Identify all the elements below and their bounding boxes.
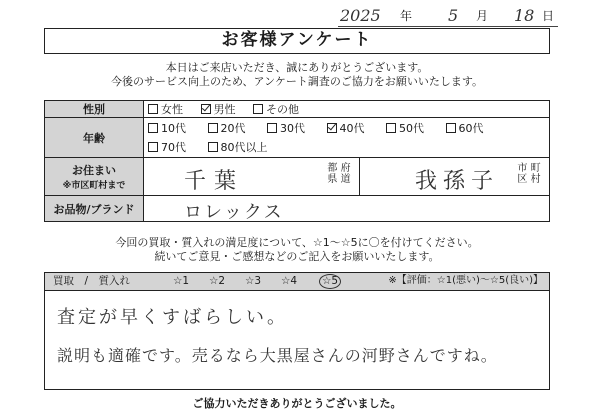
city-cell[interactable] [360, 158, 550, 196]
age-label: 年齢 [45, 118, 144, 158]
age-option-50s[interactable]: 50代 [386, 119, 424, 138]
page-title: お客様アンケート [44, 28, 550, 54]
month-value: 5 [448, 6, 459, 25]
item-label: お品物/ブランド [45, 196, 144, 222]
star-5-selected[interactable]: ☆5 [319, 274, 341, 289]
age-option-30s[interactable]: 30代 [267, 119, 305, 138]
checkbox-icon [253, 104, 263, 114]
day-unit: 日 [542, 9, 555, 23]
city-value: 我孫子 [415, 169, 500, 194]
survey-intro-line-1: 今回の買取・質入れの満足度について、☆1～☆5に〇を付けてください。 [115, 236, 479, 249]
prefecture-value: 千葉 [184, 169, 245, 194]
year-value: 2025 [340, 6, 381, 25]
star-4[interactable]: ☆4 [281, 275, 298, 287]
checked-checkbox-icon [201, 104, 211, 114]
age-option-40s[interactable]: 40代 [327, 119, 365, 138]
checkbox-icon [148, 104, 158, 114]
gender-option-female[interactable]: 女性 [148, 101, 183, 117]
checkbox-icon [148, 123, 158, 133]
survey-intro-line-2: 続いてご意見・ご感想などのご記入をお願いいたします。 [154, 250, 440, 263]
day-value: 18 [514, 6, 535, 25]
customer-info-table [44, 100, 550, 222]
star-2[interactable]: ☆2 [209, 275, 226, 287]
prefecture-unit-labels: 都 府 県 道 [327, 163, 351, 185]
age-option-80s-plus[interactable]: 80代以上 [208, 138, 268, 157]
month-unit: 月 [476, 9, 489, 23]
item-value: ロレックス [184, 202, 284, 223]
thank-you-footer: ご協力いただきありがとうございました。 [192, 397, 402, 410]
year-unit: 年 [400, 9, 413, 23]
city-unit-labels: 市 町 区 村 [517, 163, 541, 185]
rating-scale-note: ※【評価：☆1(悪い)～☆5(良い)】 [388, 275, 543, 286]
date-underline [338, 26, 558, 27]
age-option-20s[interactable]: 20代 [208, 119, 246, 138]
age-option-70s[interactable]: 70代 [148, 138, 186, 157]
comment-line-1: 査定が早くすばらしい。 [57, 307, 288, 328]
age-option-60s[interactable]: 60代 [446, 119, 484, 138]
rating-bar [44, 272, 550, 290]
star-3[interactable]: ☆3 [245, 275, 262, 287]
prefecture-cell[interactable] [144, 158, 360, 196]
intro-line-2: 今後のサービス向上のため、アンケート調査のご協力をお願いいたします。 [110, 75, 484, 88]
rating-type-label: 買取 / 質入れ [53, 275, 131, 287]
checkbox-icon [386, 123, 396, 133]
checkbox-icon [267, 123, 277, 133]
address-label: お住まい ※市区町村まで [45, 158, 144, 196]
date-line [340, 6, 381, 26]
checkbox-icon [208, 142, 218, 152]
item-cell[interactable] [144, 196, 550, 222]
star-1[interactable]: ☆1 [173, 275, 190, 287]
comment-line-2: 説明も適確です。売るなら大黒屋さんの河野さんですね。 [57, 346, 498, 365]
gender-option-male[interactable]: 男性 [201, 101, 236, 117]
checkbox-icon [446, 123, 456, 133]
checkbox-icon [208, 123, 218, 133]
gender-label: 性別 [45, 101, 144, 118]
comment-box[interactable] [44, 290, 550, 390]
intro-line-1: 本日はご来店いただき、誠にありがとうございます。 [165, 61, 429, 74]
checkbox-icon [148, 142, 158, 152]
gender-options [144, 101, 550, 118]
age-option-10s[interactable]: 10代 [148, 119, 186, 138]
checked-checkbox-icon [327, 123, 337, 133]
age-options [144, 118, 550, 158]
gender-option-other[interactable]: その他 [253, 101, 299, 117]
